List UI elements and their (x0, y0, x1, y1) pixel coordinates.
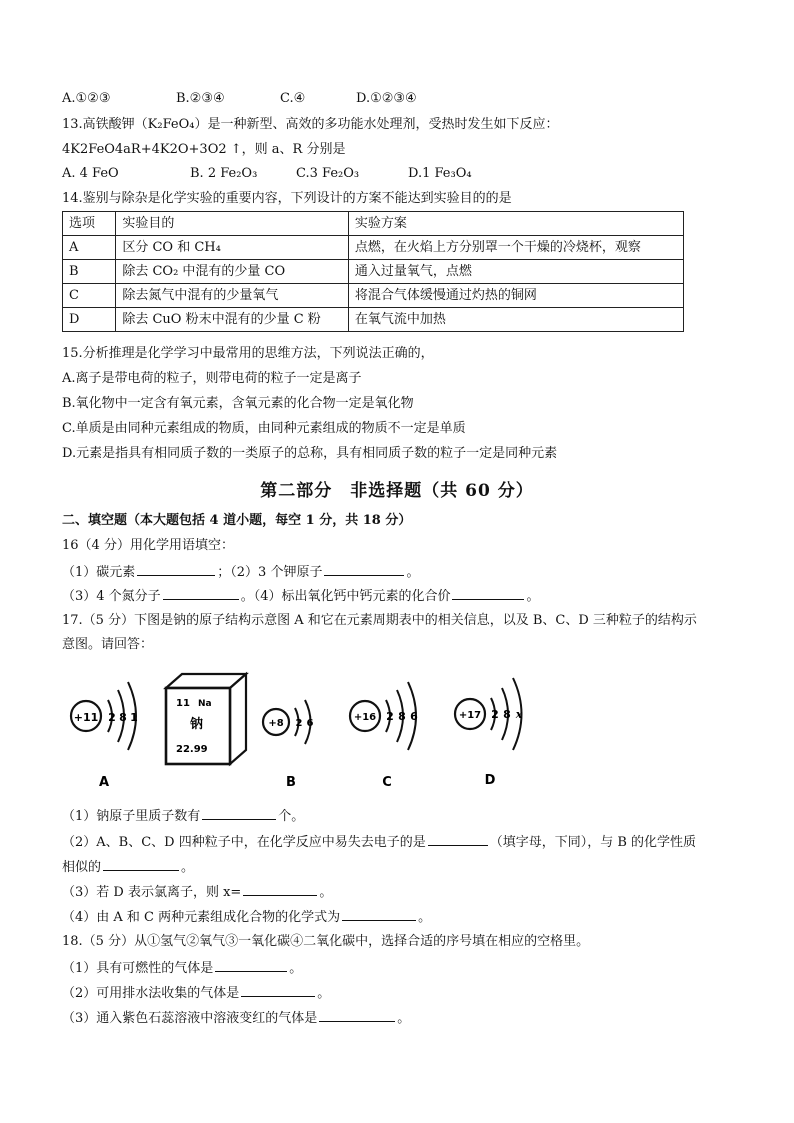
q17-sub-3 (62, 882, 332, 902)
q17-sub-2-text: （填字母，下同），与 B 的化学性质 (489, 835, 697, 850)
table-cell: D (63, 308, 116, 332)
q16-blank-3[interactable] (163, 586, 239, 600)
atom-c-nucleus: +16 (353, 712, 377, 723)
q18-blank-3[interactable] (319, 1008, 395, 1022)
part2-title: 第二部分 非选择题（共 60 分） (260, 481, 534, 501)
table-row (63, 308, 684, 332)
q15-option-a: A.离子是带电荷的粒子，则带电荷的粒子一定是离子 (62, 371, 362, 386)
q12-option-c: C.④ (280, 91, 306, 106)
atom-a-shell-1: 2 (108, 711, 116, 724)
q13-option-d: D.1 Fe₃O₄ (408, 166, 472, 181)
q13-option-a: A. 4 FeO (62, 166, 119, 181)
section2-heading: 二、填空题（本大题包括 4 道小题，每空 1 分，共 18 分） (62, 513, 412, 528)
q14-stem: 14.鉴别与除杂是化学实验的重要内容，下列设计的方案不能达到实验目的的是 (62, 191, 512, 206)
q17-blank-5[interactable] (342, 907, 416, 921)
q17-blank-1[interactable] (202, 806, 276, 820)
q18-blank-1[interactable] (215, 958, 287, 972)
table-header-cell: 实验目的 (116, 212, 348, 236)
table-cell: 除去 CO₂ 中混有的少量 CO (116, 260, 348, 284)
figure-label-b: B (286, 775, 296, 790)
figure-label-c: C (382, 775, 392, 790)
table-cell: B (63, 260, 116, 284)
q17-stem-line1: 17.（5 分）下图是钠的原子结构示意图 A 和它在元素周期表中的相关信息，以及 B、C、D 三种粒子的结构示 (62, 613, 697, 628)
q15-option-c: C.单质是由同种元素组成的物质，由同种元素组成的物质不一定是单质 (62, 421, 466, 436)
table-header-cell: 实验方案 (348, 212, 683, 236)
q14-table (62, 211, 684, 332)
q16-line-2 (62, 586, 539, 606)
q18-stem: 18.（5 分）从①氢气②氧气③一氧化碳④二氧化碳中，选择合适的序号填在相应的空格里。 (62, 934, 590, 949)
table-cell: 在氧气流中加热 (348, 308, 683, 332)
q13-option-c: C.3 Fe₂O₃ (296, 166, 360, 181)
period: 。 (319, 885, 333, 900)
q13-equation: 4K2FeO4aR+4K2O+3O2 ↑，则 a、R 分别是 (62, 142, 346, 157)
atom-d-diagram (455, 678, 523, 750)
q16-line-1 (62, 562, 419, 582)
cell-element-name: 钠 (190, 717, 204, 732)
atom-d-shell-3: x (515, 708, 523, 721)
q18-sub-1 (62, 958, 302, 978)
q17-sub-2-cont-label: 相似的 (62, 860, 102, 875)
cell-atomic-mass: 22.99 (176, 744, 208, 755)
q16-stem: 16（4 分）用化学用语填空： (62, 538, 234, 553)
q16-part4-label: 。（4）标出氧化钙中钙元素的化合价 (240, 589, 451, 604)
figure-label-d: D (484, 773, 496, 788)
q16-part3-label: （3）4 个氮分子 (62, 589, 161, 604)
q16-blank-4[interactable] (452, 586, 524, 600)
q16-part1-label: （1）碳元素 (62, 565, 136, 580)
period: 。 (317, 986, 331, 1001)
cell-atomic-number: 11 (176, 698, 190, 709)
q15-option-d: D.元素是指具有相同质子数的一类原子的总称，具有相同质子数的粒子一定是同种元素 (62, 446, 558, 461)
periodic-table-cell (166, 674, 246, 764)
atom-b-shell-2: 6 (306, 718, 314, 729)
q17-sub-1-suffix: 个。 (278, 809, 305, 824)
atom-a-diagram (71, 682, 138, 750)
atom-c-shell-2: 8 (398, 710, 406, 723)
q18-sub-2 (62, 983, 330, 1003)
atom-d-nucleus: +17 (458, 710, 482, 721)
table-row (63, 236, 684, 260)
table-header-cell: 选项 (63, 212, 116, 236)
q18-sub-2-label: （2）可用排水法收集的气体是 (62, 986, 240, 1001)
table-header-row (63, 212, 684, 236)
table-cell: A (63, 236, 116, 260)
period: 。 (181, 860, 195, 875)
atom-a-shell-2: 8 (119, 711, 127, 724)
table-cell: 除去氮气中混有的少量氧气 (116, 284, 348, 308)
q18-sub-3 (62, 1008, 410, 1028)
atom-a-nucleus: +11 (73, 711, 99, 724)
q12-option-a: A.①②③ (62, 91, 111, 106)
table-row (63, 284, 684, 308)
q13-stem: 13.高铁酸钾（K₂FeO₄）是一种新型、高效的多功能水处理剂，受热时发生如下反应： (62, 117, 559, 132)
q18-sub-1-label: （1）具有可燃性的气体是 (62, 961, 214, 976)
atom-a-shell-3: 1 (130, 711, 138, 724)
period: 。 (526, 589, 540, 604)
atom-c-shell-1: 2 (386, 710, 394, 723)
q17-blank-3[interactable] (103, 857, 179, 871)
q17-blank-4[interactable] (243, 882, 317, 896)
q15-option-b: B.氧化物中一定含有氧元素，含氧元素的化合物一定是氧化物 (62, 396, 414, 411)
table-cell: 将混合气体缓慢通过灼热的铜网 (348, 284, 683, 308)
table-cell: 区分 CO 和 CH₄ (116, 236, 348, 260)
q13-option-b: B. 2 Fe₂O₃ (190, 166, 258, 181)
q17-sub-3-label: （3）若 D 表示氯离子，则 x= (62, 885, 242, 900)
atom-c-diagram (350, 682, 418, 750)
atom-c-shell-3: 6 (410, 710, 418, 723)
q16-blank-2[interactable] (324, 562, 404, 576)
table-cell: 点燃，在火焰上方分别罩一个干燥的冷烧杯，观察 (348, 236, 683, 260)
q15-stem: 15.分析推理是化学学习中最常用的思维方法，下列说法正确的， (62, 346, 434, 361)
atom-d-shell-2: 8 (503, 708, 511, 721)
q17-sub-2 (62, 832, 696, 852)
q17-sub-2-cont (62, 857, 194, 877)
period: 。 (406, 565, 420, 580)
q17-sub-2-label: （2）A、B、C、D 四种粒子中，在化学反应中易失去电子的是 (62, 835, 426, 850)
q17-blank-2[interactable] (428, 832, 488, 846)
q12-option-b: B.②③④ (176, 91, 225, 106)
q16-part2-label: ；（2）3 个钾原子 (217, 565, 323, 580)
period: 。 (397, 1011, 411, 1026)
table-row (63, 260, 684, 284)
table-cell: C (63, 284, 116, 308)
period: 。 (289, 961, 303, 976)
q17-stem-line2: 意图。请回答： (62, 637, 154, 652)
q16-blank-1[interactable] (137, 562, 215, 576)
q17-sub-4 (62, 907, 431, 927)
q17-sub-1-label: （1）钠原子里质子数有 (62, 809, 201, 824)
q18-sub-3-label: （3）通入紫色石蕊溶液中溶液变红的气体是 (62, 1011, 318, 1026)
table-cell: 除去 CuO 粉末中混有的少量 C 粉 (116, 308, 348, 332)
period: 。 (418, 910, 432, 925)
cell-element-symbol: Na (198, 699, 212, 709)
q18-blank-2[interactable] (241, 983, 315, 997)
figure-label-a: A (98, 775, 110, 790)
atom-b-diagram (263, 700, 314, 744)
table-cell: 通入过量氧气，点燃 (348, 260, 683, 284)
atom-d-shell-1: 2 (491, 708, 499, 721)
q17-sub-4-label: （4）由 A 和 C 两种元素组成化合物的化学式为 (62, 910, 341, 925)
atomic-structure-figure (60, 660, 560, 792)
atom-b-nucleus: +8 (268, 718, 284, 729)
q17-sub-1 (62, 806, 304, 826)
atom-b-shell-1: 2 (295, 718, 303, 729)
q12-option-d: D.①②③④ (356, 91, 417, 106)
